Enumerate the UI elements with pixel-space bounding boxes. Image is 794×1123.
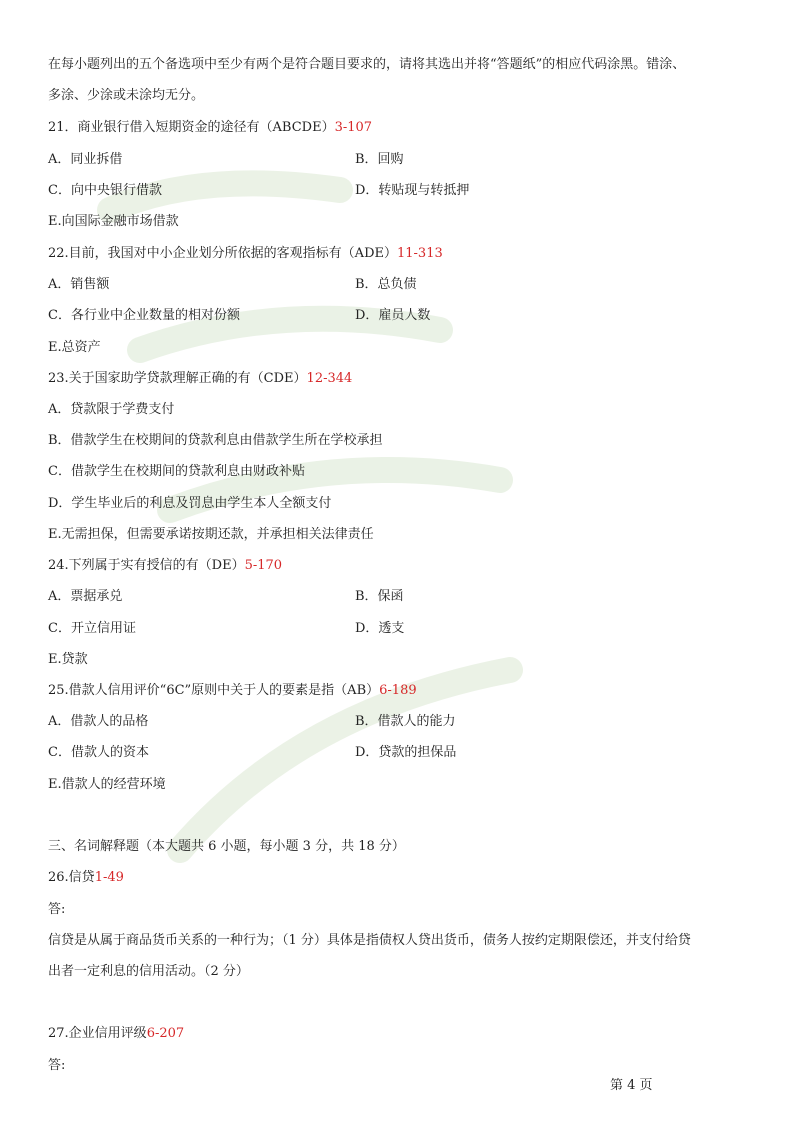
question-21-option-e: E.向国际金融市场借款 bbox=[48, 214, 179, 229]
question-21-options-row-1 bbox=[48, 151, 404, 169]
section-3-heading: 三、名词解释题（本大题共 6 小题，每小题 3 分，共 18 分） bbox=[48, 839, 405, 854]
option-d: D．透支 bbox=[355, 621, 405, 636]
option-a: A．借款人的品格 bbox=[48, 714, 149, 729]
question-27-stem: 27.企业信用评级6-207 bbox=[48, 1026, 185, 1041]
option-a: A．票据承兑 bbox=[48, 589, 123, 604]
question-22-stem: 22.目前，我国对中小企业划分所依据的客观指标有（ADE）11-313 bbox=[48, 246, 443, 261]
option-c: C．向中央银行借款 bbox=[48, 183, 162, 198]
instructions-line-1: 在每小题列出的五个备选项中至少有两个是符合题目要求的，请将其选出并将“答题纸”的相应代码涂黑。错涂、 bbox=[48, 57, 686, 72]
question-24-option-e: E.贷款 bbox=[48, 652, 88, 667]
option-c: C．开立信用证 bbox=[48, 621, 136, 636]
question-22-ref: 11-313 bbox=[396, 246, 443, 261]
question-23-option-a: A．贷款限于学费支付 bbox=[48, 402, 175, 417]
question-26-stem: 26.信贷1-49 bbox=[48, 870, 124, 885]
question-21-stem: 21．商业银行借入短期资金的途径有（ABCDE）3-107 bbox=[48, 120, 373, 135]
question-25-stem: 25.借款人信用评价“6C”原则中关于人的要素是指（AB）6-189 bbox=[48, 683, 417, 698]
question-26-answer-label: 答: bbox=[48, 902, 66, 917]
question-27-ref: 6-207 bbox=[146, 1026, 185, 1041]
option-d: D．雇员人数 bbox=[355, 308, 431, 323]
option-c: C．借款人的资本 bbox=[48, 745, 149, 760]
option-d: D．转贴现与转抵押 bbox=[355, 183, 470, 198]
question-23-option-c: C．借款学生在校期间的贷款利息由财政补贴 bbox=[48, 464, 305, 479]
option-b: B．总负债 bbox=[355, 277, 417, 292]
question-21-options-row-2 bbox=[48, 182, 470, 200]
option-b: B．保函 bbox=[355, 589, 404, 604]
question-23-option-d: D．学生毕业后的利息及罚息由学生本人全额支付 bbox=[48, 496, 332, 511]
question-21-ref: 3-107 bbox=[334, 120, 373, 135]
option-a: A．同业拆借 bbox=[48, 152, 123, 167]
question-25-ref: 6-189 bbox=[379, 683, 417, 698]
page-number: 第 4 页 bbox=[610, 1078, 653, 1093]
option-d: D．贷款的担保品 bbox=[355, 745, 457, 760]
option-a: A．销售额 bbox=[48, 277, 110, 292]
question-27-answer-label: 答: bbox=[48, 1058, 66, 1073]
question-26-ref: 1-49 bbox=[94, 870, 124, 885]
question-22-options-row-2 bbox=[48, 307, 431, 325]
question-22-option-e: E.总资产 bbox=[48, 340, 101, 355]
question-22-options-row-1 bbox=[48, 276, 417, 294]
question-23-stem: 23.关于国家助学贷款理解正确的有（CDE）12-344 bbox=[48, 371, 353, 386]
question-25-option-e: E.借款人的经营环境 bbox=[48, 777, 166, 792]
instructions-line-2: 多涂、少涂或未涂均无分。 bbox=[48, 88, 205, 103]
question-23-option-e: E.无需担保，但需要承诺按期还款，并承担相关法律责任 bbox=[48, 527, 374, 542]
question-24-options-row-2 bbox=[48, 620, 405, 638]
question-24-ref: 5-170 bbox=[244, 558, 283, 573]
option-b: B．借款人的能力 bbox=[355, 714, 456, 729]
question-26-answer-line-1: 信贷是从属于商品货币关系的一种行为；（1 分）具体是指债权人贷出货币，债务人按约定期限偿还，并支付给贷 bbox=[48, 933, 691, 948]
option-b: B．回购 bbox=[355, 152, 404, 167]
question-25-options-row-1 bbox=[48, 713, 456, 731]
question-25-options-row-2 bbox=[48, 744, 457, 762]
question-23-option-b: B．借款学生在校期间的贷款利息由借款学生所在学校承担 bbox=[48, 433, 383, 448]
question-23-ref: 12-344 bbox=[306, 371, 353, 386]
option-c: C．各行业中企业数量的相对份额 bbox=[48, 308, 240, 323]
question-26-answer-line-2: 出者一定利息的信用活动。（2 分） bbox=[48, 964, 249, 979]
question-24-stem: 24.下列属于实有授信的有（DE）5-170 bbox=[48, 558, 283, 573]
question-24-options-row-1 bbox=[48, 588, 404, 606]
